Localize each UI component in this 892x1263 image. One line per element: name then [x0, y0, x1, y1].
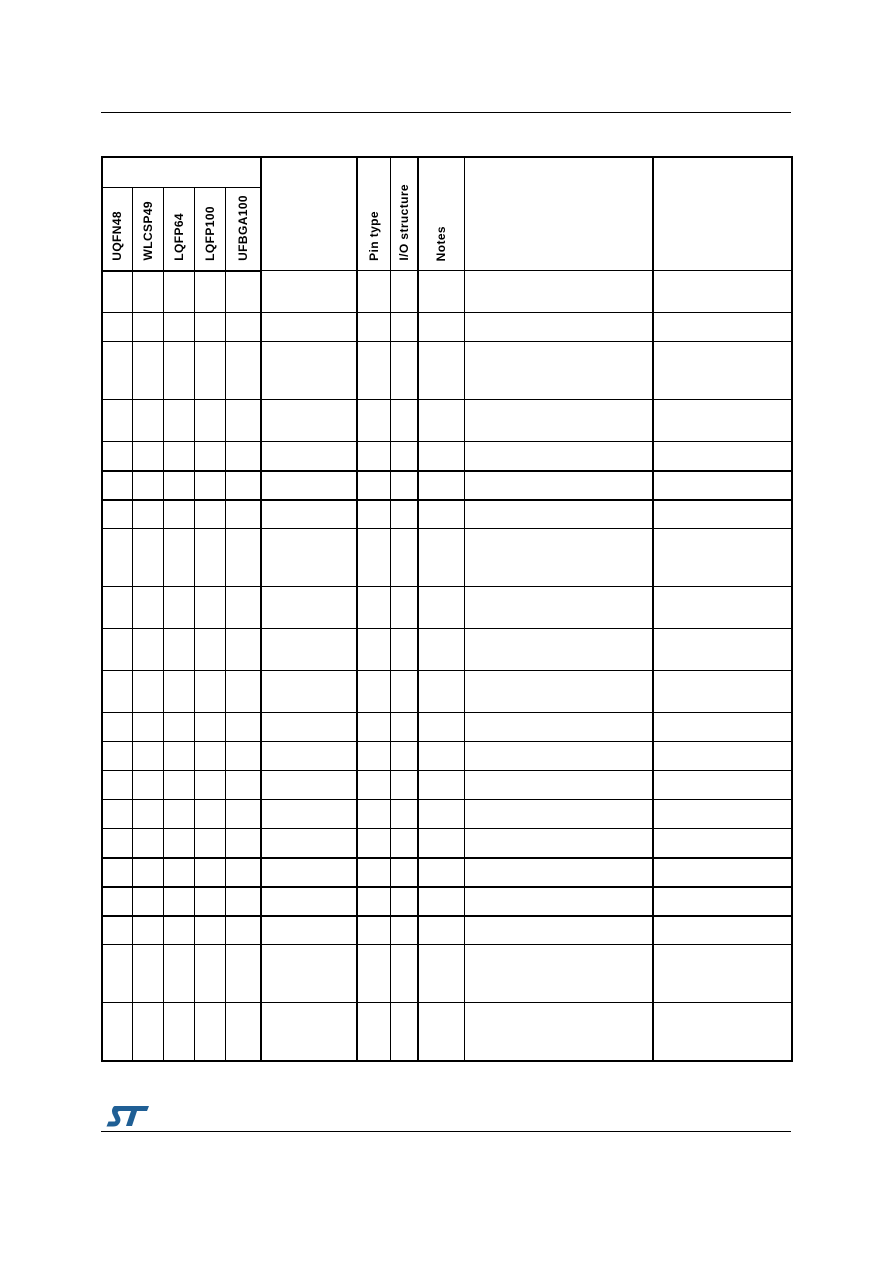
table-row: [102, 742, 792, 771]
header-rule: [101, 112, 791, 113]
table-cell: [132, 858, 163, 887]
table-cell: [357, 500, 390, 529]
table-cell: [653, 887, 792, 916]
table-cell: [225, 1003, 261, 1061]
table-cell: [163, 471, 194, 500]
table-cell: [194, 313, 225, 342]
table-cell: [102, 529, 132, 587]
table-cell: [418, 742, 464, 771]
table-cell: [194, 945, 225, 1003]
table-cell: [132, 829, 163, 858]
table-cell: [464, 887, 653, 916]
table-cell: [194, 771, 225, 800]
table-cell: [357, 742, 390, 771]
table-cell: [225, 471, 261, 500]
table-cell: [102, 271, 132, 313]
table-cell: [102, 945, 132, 1003]
table-cell: [194, 800, 225, 829]
table-cell: [163, 1003, 194, 1061]
table-row: [102, 713, 792, 742]
table-cell: [357, 945, 390, 1003]
st-logo-icon: [106, 1104, 150, 1128]
table-cell: [225, 587, 261, 629]
table-cell: [132, 671, 163, 713]
table-cell: [163, 500, 194, 529]
table-cell: [418, 442, 464, 471]
table-cell: [464, 587, 653, 629]
table-cell: [653, 713, 792, 742]
table-cell: [357, 342, 390, 400]
table-cell: [132, 442, 163, 471]
table-cell: [653, 529, 792, 587]
notes-header: Notes: [418, 157, 464, 271]
table-row: [102, 400, 792, 442]
table-cell: [464, 829, 653, 858]
table-cell: [390, 442, 418, 471]
table-row: [102, 629, 792, 671]
table-cell: [653, 742, 792, 771]
table-cell: [261, 829, 357, 858]
table-cell: [357, 887, 390, 916]
table-cell: [194, 271, 225, 313]
table-cell: [261, 629, 357, 671]
table-cell: [102, 442, 132, 471]
table-cell: [194, 858, 225, 887]
table-cell: [163, 858, 194, 887]
table-cell: [225, 400, 261, 442]
table-cell: [653, 916, 792, 945]
package-header-uqfn48: UQFN48: [102, 187, 132, 271]
table-cell: [390, 945, 418, 1003]
table-cell: [163, 442, 194, 471]
table-cell: [653, 400, 792, 442]
table-cell: [390, 471, 418, 500]
table-cell: [163, 271, 194, 313]
table-cell: [194, 342, 225, 400]
table-cell: [357, 671, 390, 713]
table-cell: [102, 587, 132, 629]
table-cell: [357, 400, 390, 442]
table-cell: [225, 887, 261, 916]
table-cell: [163, 829, 194, 858]
table-cell: [653, 800, 792, 829]
table-cell: [225, 713, 261, 742]
table-cell: [390, 800, 418, 829]
table-cell: [418, 629, 464, 671]
table-cell: [163, 742, 194, 771]
table-cell: [194, 400, 225, 442]
table-cell: [653, 829, 792, 858]
table-cell: [464, 500, 653, 529]
table-cell: [390, 829, 418, 858]
table-cell: [225, 858, 261, 887]
table-cell: [390, 271, 418, 313]
table-row: [102, 1003, 792, 1061]
table-cell: [163, 342, 194, 400]
table-cell: [194, 887, 225, 916]
table-cell: [261, 713, 357, 742]
table-cell: [464, 271, 653, 313]
table-cell: [225, 671, 261, 713]
table-cell: [418, 587, 464, 629]
table-cell: [357, 1003, 390, 1061]
table-cell: [132, 771, 163, 800]
pinout-table: [101, 156, 793, 1062]
table-cell: [132, 887, 163, 916]
table-cell: [418, 829, 464, 858]
table-cell: [418, 1003, 464, 1061]
table-cell: [464, 800, 653, 829]
table-cell: [653, 671, 792, 713]
table-cell: [132, 471, 163, 500]
pin-type-header: Pin type: [357, 157, 390, 271]
table-cell: [102, 771, 132, 800]
table-cell: [418, 858, 464, 887]
table-cell: [194, 671, 225, 713]
pin-name-header: [261, 157, 357, 271]
table-cell: [225, 771, 261, 800]
table-cell: [102, 800, 132, 829]
table-cell: [261, 945, 357, 1003]
table-cell: [464, 742, 653, 771]
table-cell: [464, 671, 653, 713]
table-cell: [390, 742, 418, 771]
table-cell: [261, 1003, 357, 1061]
table-cell: [225, 629, 261, 671]
table-cell: [261, 887, 357, 916]
package-header-ufbga100: UFBGA100: [225, 187, 261, 271]
table-cell: [163, 313, 194, 342]
table-cell: [418, 400, 464, 442]
table-cell: [418, 313, 464, 342]
table-cell: [163, 629, 194, 671]
table-row: [102, 771, 792, 800]
table-cell: [102, 313, 132, 342]
table-cell: [261, 313, 357, 342]
table-cell: [390, 587, 418, 629]
table-cell: [261, 742, 357, 771]
table-cell: [390, 858, 418, 887]
table-cell: [132, 529, 163, 587]
table-cell: [357, 800, 390, 829]
table-row: [102, 945, 792, 1003]
table-cell: [418, 471, 464, 500]
table-cell: [418, 671, 464, 713]
table-cell: [163, 713, 194, 742]
table-cell: [653, 1003, 792, 1061]
table-cell: [653, 342, 792, 400]
alternate-functions-header: [464, 157, 653, 271]
table-row: [102, 271, 792, 313]
table-cell: [418, 271, 464, 313]
table-cell: [102, 629, 132, 671]
table-cell: [390, 671, 418, 713]
table-cell: [225, 271, 261, 313]
table-cell: [464, 916, 653, 945]
table-row: [102, 313, 792, 342]
table-cell: [357, 587, 390, 629]
table-cell: [357, 771, 390, 800]
table-cell: [653, 587, 792, 629]
table-cell: [102, 916, 132, 945]
table-cell: [132, 800, 163, 829]
table-cell: [464, 713, 653, 742]
table-cell: [225, 500, 261, 529]
table-cell: [357, 858, 390, 887]
table-cell: [132, 313, 163, 342]
table-cell: [194, 500, 225, 529]
table-cell: [390, 713, 418, 742]
package-header-lqfp64: LQFP64: [163, 187, 194, 271]
table-cell: [653, 945, 792, 1003]
table-cell: [261, 529, 357, 587]
table-cell: [357, 629, 390, 671]
table-row: [102, 587, 792, 629]
table-cell: [390, 500, 418, 529]
table-cell: [132, 271, 163, 313]
table-row: [102, 800, 792, 829]
table-cell: [132, 587, 163, 629]
table-cell: [132, 400, 163, 442]
table-cell: [390, 529, 418, 587]
table-cell: [261, 471, 357, 500]
table-cell: [464, 629, 653, 671]
table-cell: [194, 742, 225, 771]
table-cell: [194, 529, 225, 587]
table-cell: [163, 529, 194, 587]
table-cell: [194, 587, 225, 629]
table-cell: [261, 442, 357, 471]
table-cell: [390, 400, 418, 442]
table-row: [102, 529, 792, 587]
table-cell: [464, 1003, 653, 1061]
table-cell: [357, 713, 390, 742]
table-cell: [102, 1003, 132, 1061]
table-cell: [225, 800, 261, 829]
table-cell: [132, 1003, 163, 1061]
table-row: [102, 500, 792, 529]
table-row: [102, 442, 792, 471]
additional-functions-header: [653, 157, 792, 271]
table-cell: [357, 313, 390, 342]
table-cell: [418, 887, 464, 916]
table-cell: [102, 471, 132, 500]
table-row: [102, 829, 792, 858]
table-cell: [132, 342, 163, 400]
table-cell: [418, 529, 464, 587]
table-cell: [653, 858, 792, 887]
table-cell: [163, 916, 194, 945]
table-cell: [390, 342, 418, 400]
table-cell: [163, 887, 194, 916]
table-cell: [102, 713, 132, 742]
pin-number-group-header: [102, 157, 261, 187]
table-cell: [464, 313, 653, 342]
table-cell: [194, 916, 225, 945]
table-cell: [194, 442, 225, 471]
table-cell: [357, 471, 390, 500]
table-cell: [390, 771, 418, 800]
table-cell: [261, 587, 357, 629]
table-cell: [132, 742, 163, 771]
table-cell: [132, 945, 163, 1003]
table-cell: [225, 916, 261, 945]
table-cell: [163, 587, 194, 629]
table-cell: [418, 500, 464, 529]
table-row: [102, 916, 792, 945]
table-cell: [418, 713, 464, 742]
table-cell: [418, 800, 464, 829]
table-cell: [194, 629, 225, 671]
footer-rule: [101, 1131, 791, 1132]
table-cell: [132, 916, 163, 945]
table-cell: [261, 342, 357, 400]
package-header-lqfp100: LQFP100: [194, 187, 225, 271]
table-cell: [357, 442, 390, 471]
table-cell: [163, 800, 194, 829]
table-cell: [132, 629, 163, 671]
table-cell: [390, 887, 418, 916]
table-cell: [464, 945, 653, 1003]
table-cell: [102, 342, 132, 400]
table-body: [102, 271, 792, 1061]
table-row: [102, 671, 792, 713]
table-cell: [261, 271, 357, 313]
table-cell: [194, 829, 225, 858]
table-cell: [225, 442, 261, 471]
table-cell: [653, 629, 792, 671]
table-cell: [464, 442, 653, 471]
table-cell: [261, 916, 357, 945]
table-cell: [163, 771, 194, 800]
table-cell: [390, 916, 418, 945]
table-cell: [653, 271, 792, 313]
package-header-wlcsp49: WLCSP49: [132, 187, 163, 271]
table-cell: [102, 500, 132, 529]
table-cell: [357, 529, 390, 587]
table-cell: [225, 945, 261, 1003]
table-cell: [225, 829, 261, 858]
table-cell: [102, 829, 132, 858]
table-cell: [225, 529, 261, 587]
table-cell: [261, 671, 357, 713]
table-cell: [653, 771, 792, 800]
table-cell: [653, 442, 792, 471]
table-cell: [418, 916, 464, 945]
table-cell: [261, 400, 357, 442]
table-cell: [102, 742, 132, 771]
table-row: [102, 342, 792, 400]
table-cell: [261, 500, 357, 529]
table-cell: [653, 500, 792, 529]
table-cell: [464, 342, 653, 400]
table-cell: [464, 771, 653, 800]
table-cell: [225, 342, 261, 400]
table-cell: [225, 742, 261, 771]
table-cell: [464, 529, 653, 587]
table-cell: [261, 771, 357, 800]
table-cell: [102, 887, 132, 916]
table-cell: [225, 313, 261, 342]
table-row: [102, 887, 792, 916]
table-cell: [357, 916, 390, 945]
table-cell: [163, 400, 194, 442]
table-cell: [102, 858, 132, 887]
table-row: [102, 471, 792, 500]
table-cell: [194, 471, 225, 500]
table-cell: [357, 829, 390, 858]
table-cell: [464, 471, 653, 500]
table-cell: [464, 400, 653, 442]
table-cell: [418, 771, 464, 800]
table-cell: [132, 713, 163, 742]
io-structure-header: I/O structure: [390, 157, 418, 271]
table-cell: [102, 400, 132, 442]
table-cell: [653, 471, 792, 500]
table-cell: [418, 945, 464, 1003]
table-cell: [357, 271, 390, 313]
table-cell: [102, 671, 132, 713]
table-cell: [464, 858, 653, 887]
table-cell: [261, 800, 357, 829]
table-cell: [194, 713, 225, 742]
table-cell: [261, 858, 357, 887]
table-cell: [390, 1003, 418, 1061]
table-cell: [418, 342, 464, 400]
table-cell: [653, 313, 792, 342]
table-cell: [132, 500, 163, 529]
table-cell: [390, 629, 418, 671]
table-row: [102, 858, 792, 887]
table-cell: [163, 945, 194, 1003]
table-cell: [194, 1003, 225, 1061]
table-cell: [163, 671, 194, 713]
table-cell: [390, 313, 418, 342]
